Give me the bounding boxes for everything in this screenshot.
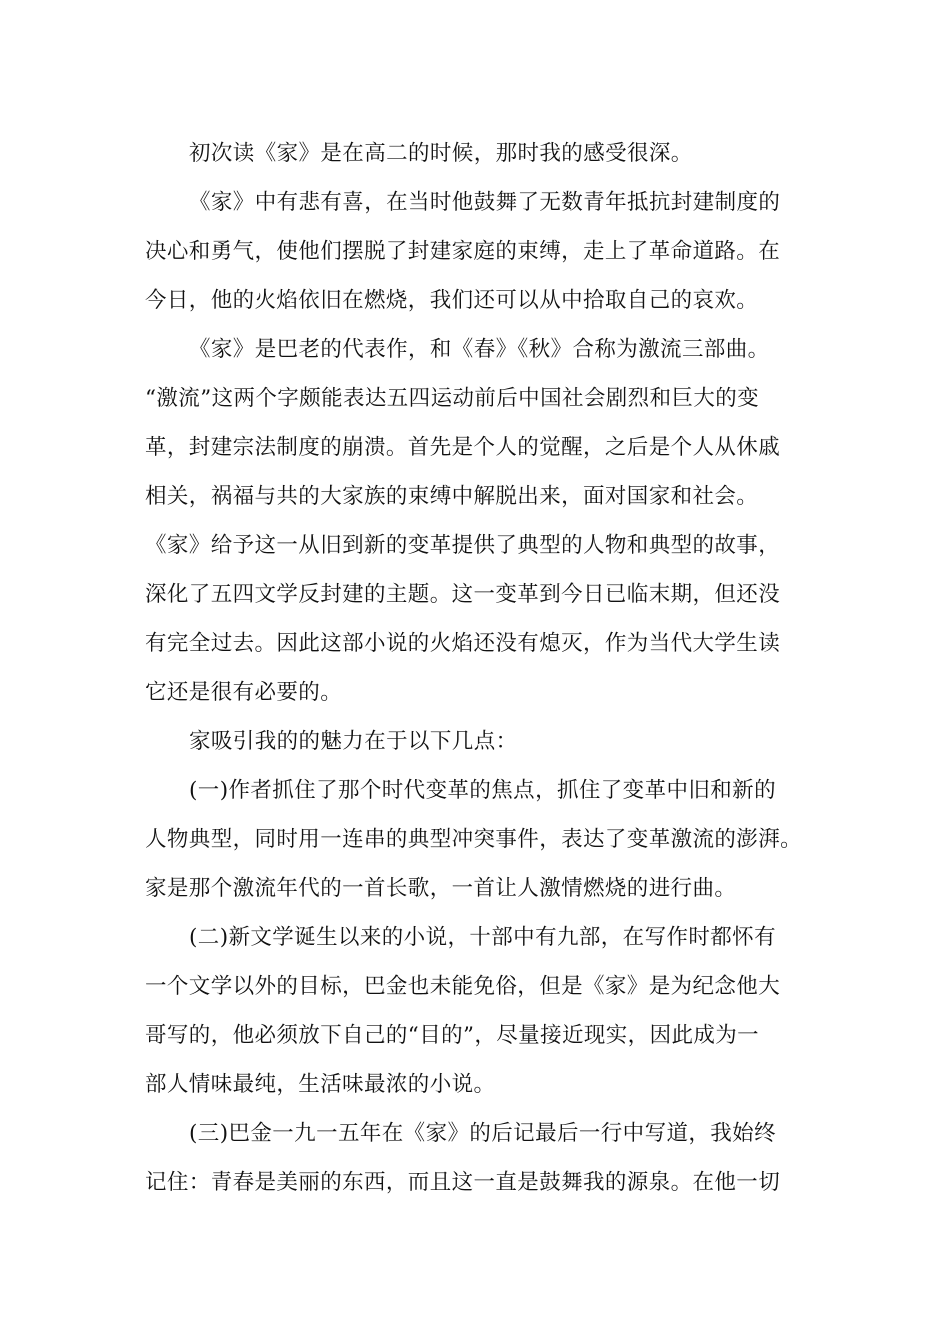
paragraph-3-line-1: 《家》是巴老的代表作，和《春》《秋》合称为激流三部曲。 bbox=[189, 337, 770, 362]
paragraph-6-line-2: 一个文学以外的目标，巴金也未能免俗，但是《家》是为纪念他大 bbox=[145, 974, 781, 999]
paragraph-1-line-1: 初次读《家》是在高二的时候，那时我的感受很深。 bbox=[189, 141, 693, 166]
paragraph-5-line-1: (一)作者抓住了那个时代变革的焦点，抓住了变革中旧和新的 bbox=[189, 778, 776, 803]
paragraph-6-line-1: (二)新文学诞生以来的小说，十部中有九部，在写作时都怀有 bbox=[189, 925, 776, 950]
paragraph-7-line-1: (三)巴金一九一五年在《家》的后记最后一行中写道，我始终 bbox=[189, 1121, 776, 1146]
paragraph-3-line-8: 它还是很有必要的。 bbox=[145, 680, 343, 705]
paragraph-3-line-7: 有完全过去。因此这部小说的火焰还没有熄灭，作为当代大学生读 bbox=[145, 631, 781, 656]
paragraph-6-line-3: 哥写的，他必须放下自己的“目的”，尽量接近现实，因此成为一 bbox=[145, 1023, 760, 1048]
paragraph-3-line-6: 深化了五四文学反封建的主题。这一变革到今日已临末期，但还没 bbox=[145, 582, 781, 607]
paragraph-2-line-3: 今日，他的火焰依旧在燃烧，我们还可以从中拾取自己的哀欢。 bbox=[145, 288, 759, 313]
paragraph-7-line-2: 记住：青春是美丽的东西，而且这一直是鼓舞我的源泉。在他一切 bbox=[145, 1170, 781, 1195]
document-body bbox=[145, 129, 815, 1207]
paragraph-3-line-3: 革，封建宗法制度的崩溃。首先是个人的觉醒，之后是个人从休戚 bbox=[145, 435, 781, 460]
paragraph-2-line-2: 决心和勇气，使他们摆脱了封建家庭的束缚，走上了革命道路。在 bbox=[145, 239, 781, 264]
paragraph-3-line-5: 《家》给予这一从旧到新的变革提供了典型的人物和典型的故事， bbox=[145, 533, 781, 558]
paragraph-5-line-3: 家是那个激流年代的一首长歌，一首让人激情燃烧的进行曲。 bbox=[145, 876, 737, 901]
paragraph-4-line-1: 家吸引我的的魅力在于以下几点： bbox=[189, 729, 518, 754]
paragraph-5-line-2: 人物典型，同时用一连串的典型冲突事件，表达了变革激流的澎湃。 bbox=[145, 827, 803, 852]
paragraph-2-line-1: 《家》中有悲有喜，在当时他鼓舞了无数青年抵抗封建制度的 bbox=[189, 190, 781, 215]
paragraph-6-line-4: 部人情味最纯，生活味最浓的小说。 bbox=[145, 1072, 496, 1097]
paragraph-3-line-2: “激流”这两个字颇能表达五四运动前后中国社会剧烈和巨大的变 bbox=[145, 386, 760, 411]
paragraph-3-line-4: 相关，祸福与共的大家族的束缚中解脱出来，面对国家和社会。 bbox=[145, 484, 759, 509]
